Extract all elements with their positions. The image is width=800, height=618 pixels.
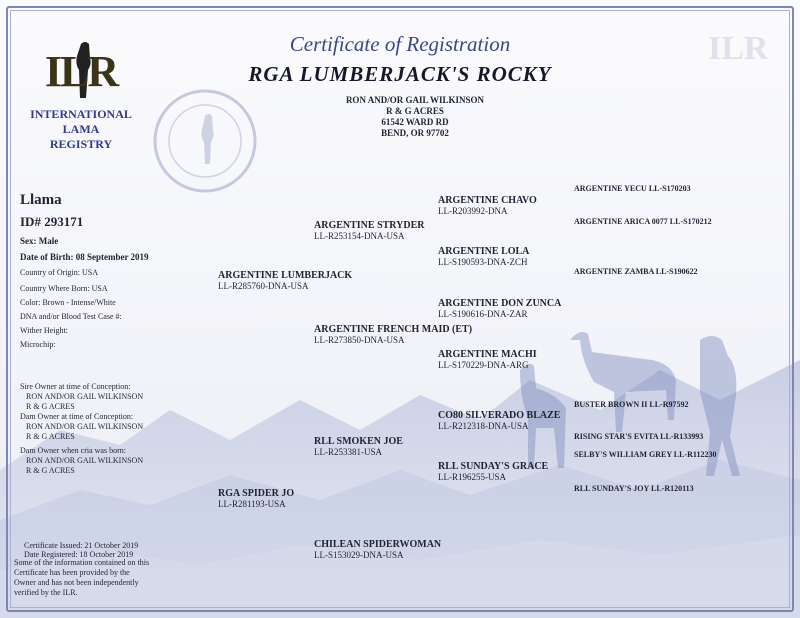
- sss-name: ARGENTINE CHAVO: [438, 195, 537, 206]
- certificate-title: Certificate of Registration: [289, 32, 511, 56]
- sire-owner-label: Sire Owner at time of Conception:: [20, 382, 131, 391]
- dam-name: RGA SPIDER JO: [218, 488, 295, 499]
- sire-owner-line-2: R & G ACRES: [26, 402, 75, 411]
- gen4-entry-2: ARGENTINE ARICA 0077 LL-S170212: [574, 217, 712, 226]
- gen4-entry-4: BUSTER BROWN II LL-R97592: [574, 400, 689, 409]
- sire-sire-id: LL-R253154-DNA-USA: [314, 231, 405, 241]
- born-owner-label: Dam Owner when cria was born:: [20, 446, 126, 455]
- disclaimer-line-2: Certificate has been provided by the: [14, 568, 130, 577]
- dam-owner: [20, 412, 143, 442]
- pedigree-sss: [438, 195, 537, 216]
- pedigree-dam-dam: [314, 539, 441, 560]
- sire-sire-name: ARGENTINE STRYDER: [314, 220, 425, 231]
- logo-line-2: LAMA: [62, 122, 100, 136]
- owner-line-1: RON AND/OR GAIL WILKINSON: [345, 95, 485, 105]
- born-owner-line-1: RON AND/OR GAIL WILKINSON: [26, 456, 144, 465]
- gen4-entry-7: RLL SUNDAY'S JOY LL-R120113: [574, 484, 694, 493]
- owner-address: [300, 95, 530, 139]
- sire-dam-name: ARGENTINE FRENCH MAID (ET): [314, 324, 473, 335]
- sdd-name: ARGENTINE MACHI: [438, 349, 537, 360]
- watermark-mark: ILR: [708, 30, 769, 67]
- certificate-issued: Certificate Issued: 21 October 2019: [24, 541, 139, 550]
- born-owner-line-2: R & G ACRES: [26, 466, 75, 475]
- pedigree-dam-sire: [314, 436, 403, 457]
- gen4-entry-5: RISING STAR'S EVITA LL-R133993: [574, 432, 704, 441]
- species: Llama: [20, 192, 62, 208]
- registry-seal-icon: [150, 86, 260, 196]
- dam-dam-id: LL-S153029-DNA-USA: [314, 550, 404, 560]
- logo-mark: ILR: [44, 47, 118, 96]
- pedigree-dam: [218, 488, 294, 509]
- sire-id: LL-R285760-DNA-USA: [218, 281, 309, 291]
- owner-line-4: BEND, OR 97702: [381, 128, 449, 138]
- gen4-entry-6: SELBY'S WILLIAM GREY LL-R112230: [574, 450, 717, 459]
- pedigree-sdd: [438, 349, 537, 370]
- pedigree-dss: [438, 410, 560, 431]
- disclaimer-line-3: Owner and has not been independently: [14, 578, 139, 587]
- dam-owner-line-2: R & G ACRES: [26, 432, 75, 441]
- dam-owner-label: Dam Owner at time of Conception:: [20, 412, 134, 421]
- sdd-id: LL-S170229-DNA-ARG: [438, 360, 529, 370]
- owner-line-2: R & G ACRES: [386, 106, 444, 116]
- pedigree-sire: [218, 270, 352, 291]
- gen4-entry-1: ARGENTINE YECU LL-S170203: [574, 184, 691, 193]
- dsd-id: LL-R196255-USA: [438, 472, 506, 482]
- dss-id: LL-R212318-DNA-USA: [438, 421, 529, 431]
- dam-sire-name: RLL SMOKEN JOE: [314, 436, 403, 447]
- pedigree-ssd: [438, 246, 529, 267]
- logo-line-3: REGISTRY: [49, 137, 113, 151]
- sire-dam-id: LL-R273850-DNA-USA: [314, 335, 405, 345]
- ssd-id: LL-S190593-DNA-ZCH: [438, 257, 528, 267]
- born-owner: [20, 446, 143, 476]
- dss-name: CO80 SILVERADO BLAZE: [438, 410, 561, 421]
- date-of-birth: Date of Birth: 08 September 2019: [20, 252, 149, 262]
- wither-height: Wither Height:: [20, 326, 68, 335]
- dam-owner-line-1: RON AND/OR GAIL WILKINSON: [26, 422, 144, 431]
- pedigree-sire-dam: [314, 324, 472, 345]
- owner-line-3: 61542 WARD RD: [381, 117, 449, 127]
- ssd-name: ARGENTINE LOLA: [438, 246, 530, 257]
- dna-case: DNA and/or Blood Test Case #:: [20, 312, 122, 321]
- pedigree-sire-sire: [314, 220, 425, 241]
- sire-name: ARGENTINE LUMBERJACK: [218, 270, 353, 281]
- country-born: Country Where Born: USA: [20, 284, 108, 293]
- sire-owner: [20, 382, 143, 412]
- gen4-entry-3: ARGENTINE ZAMBA LL-S190622: [574, 267, 698, 276]
- sex: Sex: Male: [20, 236, 59, 246]
- disclaimer-line-4: verified by the ILR.: [14, 588, 78, 597]
- color: Color: Brown - Intense/White: [20, 298, 116, 307]
- sds-id: LL-S190616-DNA-ZAR: [438, 309, 528, 319]
- registration-id: ID# 293171: [20, 214, 84, 229]
- sds-name: ARGENTINE DON ZUNCA: [438, 298, 562, 309]
- country-of-origin: Country of Origin: USA: [20, 268, 98, 277]
- logo-line-1: INTERNATIONAL: [30, 107, 132, 121]
- disclaimer-line-1: Some of the information contained on this: [14, 558, 150, 567]
- sss-id: LL-R203992-DNA: [438, 206, 508, 216]
- pedigree-sds: [438, 298, 561, 319]
- animal-name: RGA LUMBERJACK'S ROCKY: [248, 62, 552, 86]
- dam-sire-id: LL-R253381-USA: [314, 447, 382, 457]
- disclaimer: [14, 558, 149, 598]
- dam-dam-name: CHILEAN SPIDERWOMAN: [314, 539, 442, 550]
- date-registered: Date Registered: 18 October 2019: [24, 550, 134, 559]
- dam-id: LL-R281193-USA: [218, 499, 286, 509]
- sire-owner-line-1: RON AND/OR GAIL WILKINSON: [26, 392, 144, 401]
- microchip: Microchip:: [20, 340, 56, 349]
- dsd-name: RLL SUNDAY'S GRACE: [438, 461, 549, 472]
- pedigree-dsd: [438, 461, 548, 482]
